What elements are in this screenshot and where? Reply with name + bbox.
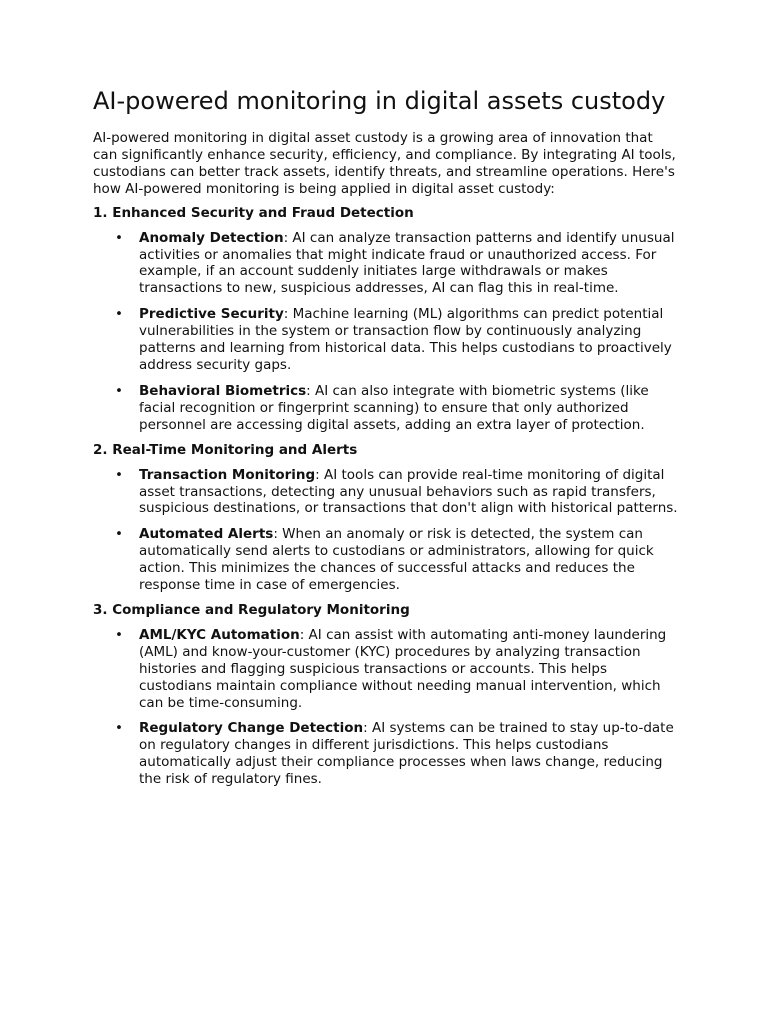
- list-item: [115, 306, 678, 374]
- list-item: [115, 526, 678, 594]
- section-list-monitoring: [93, 467, 678, 594]
- document-page: [93, 86, 678, 796]
- item-text: : AI systems can be trained to stay up-to-date on regulatory changes in different jurisdictions. This helps custodians automatically adjust their compliance processes when laws change, reducing the risk of regulatory fines.: [139, 720, 674, 788]
- list-item: [115, 229, 678, 298]
- item-term: Predictive Security: [139, 306, 284, 323]
- item-term: Behavioral Biometrics: [139, 382, 307, 399]
- section-heading-security: 1. Enhanced Security and Fraud Detection: [93, 204, 414, 221]
- document-title: AI-powered monitoring in digital assets custody: [93, 87, 666, 115]
- list-item: [115, 626, 678, 712]
- bullet-icon: •: [115, 466, 123, 483]
- item-text: : AI can analyze transaction patterns and identify unusual activities or anomalies that might indicate fraud or unauthorized access. For example, if an account suddenly initiates large withdrawals or makes transactions to new, suspicious addresses, AI can flag this in real-time.: [139, 229, 675, 297]
- item-term: Transaction Monitoring: [139, 466, 316, 483]
- list-item: [115, 466, 678, 518]
- list-item: [115, 720, 678, 788]
- bullet-icon: •: [115, 626, 123, 643]
- bullet-icon: •: [115, 382, 123, 399]
- item-text: : AI can also integrate with biometric systems (like facial recognition or fingerprint scanning) to ensure that only authorized personnel are accessing digital assets, adding an extra layer of protection.: [139, 382, 649, 433]
- section-list-security: [93, 230, 678, 434]
- item-term: Automated Alerts: [139, 526, 274, 543]
- item-text: : AI can assist with automating anti-money laundering (AML) and know-your-customer (KYC) procedures by analyzing transaction histories and flagging suspicious transactions or accounts. This helps custodians maintain compliance without needing manual intervention, which can be time-consuming.: [139, 626, 667, 711]
- item-term: Anomaly Detection: [139, 229, 284, 246]
- list-item: [115, 382, 678, 434]
- item-text: : AI tools can provide real-time monitoring of digital asset transactions, detecting any unusual behaviors such as rapid transfers, suspicious destinations, or transactions that don't align with historical patterns.: [139, 466, 678, 517]
- intro-paragraph: AI-powered monitoring in digital asset custody is a growing area of innovation that can significantly enhance security, efficiency, and compliance. By integrating AI tools, custodians can better track assets, identify threats, and streamline operations. Here's how AI-powered monitoring is being applied in digital asset custody:: [93, 130, 676, 197]
- item-term: AML/KYC Automation: [139, 626, 300, 643]
- bullet-icon: •: [115, 229, 123, 246]
- bullet-icon: •: [115, 720, 123, 737]
- section-list-compliance: [93, 627, 678, 788]
- section-heading-monitoring: 2. Real-Time Monitoring and Alerts: [93, 441, 358, 458]
- bullet-icon: •: [115, 526, 123, 543]
- section-heading-compliance: 3. Compliance and Regulatory Monitoring: [93, 601, 410, 618]
- bullet-icon: •: [115, 306, 123, 323]
- item-term: Regulatory Change Detection: [139, 720, 364, 737]
- item-text: : Machine learning (ML) algorithms can predict potential vulnerabilities in the system or transaction flow by continuously analyzing patterns and learning from historical data. This helps custodians to proactively address security gaps.: [139, 306, 672, 373]
- item-text: : When an anomaly or risk is detected, the system can automatically send alerts to custodians or administrators, allowing for quick action. This minimizes the chances of successful attacks and reduces the response time in case of emergencies.: [139, 526, 654, 594]
